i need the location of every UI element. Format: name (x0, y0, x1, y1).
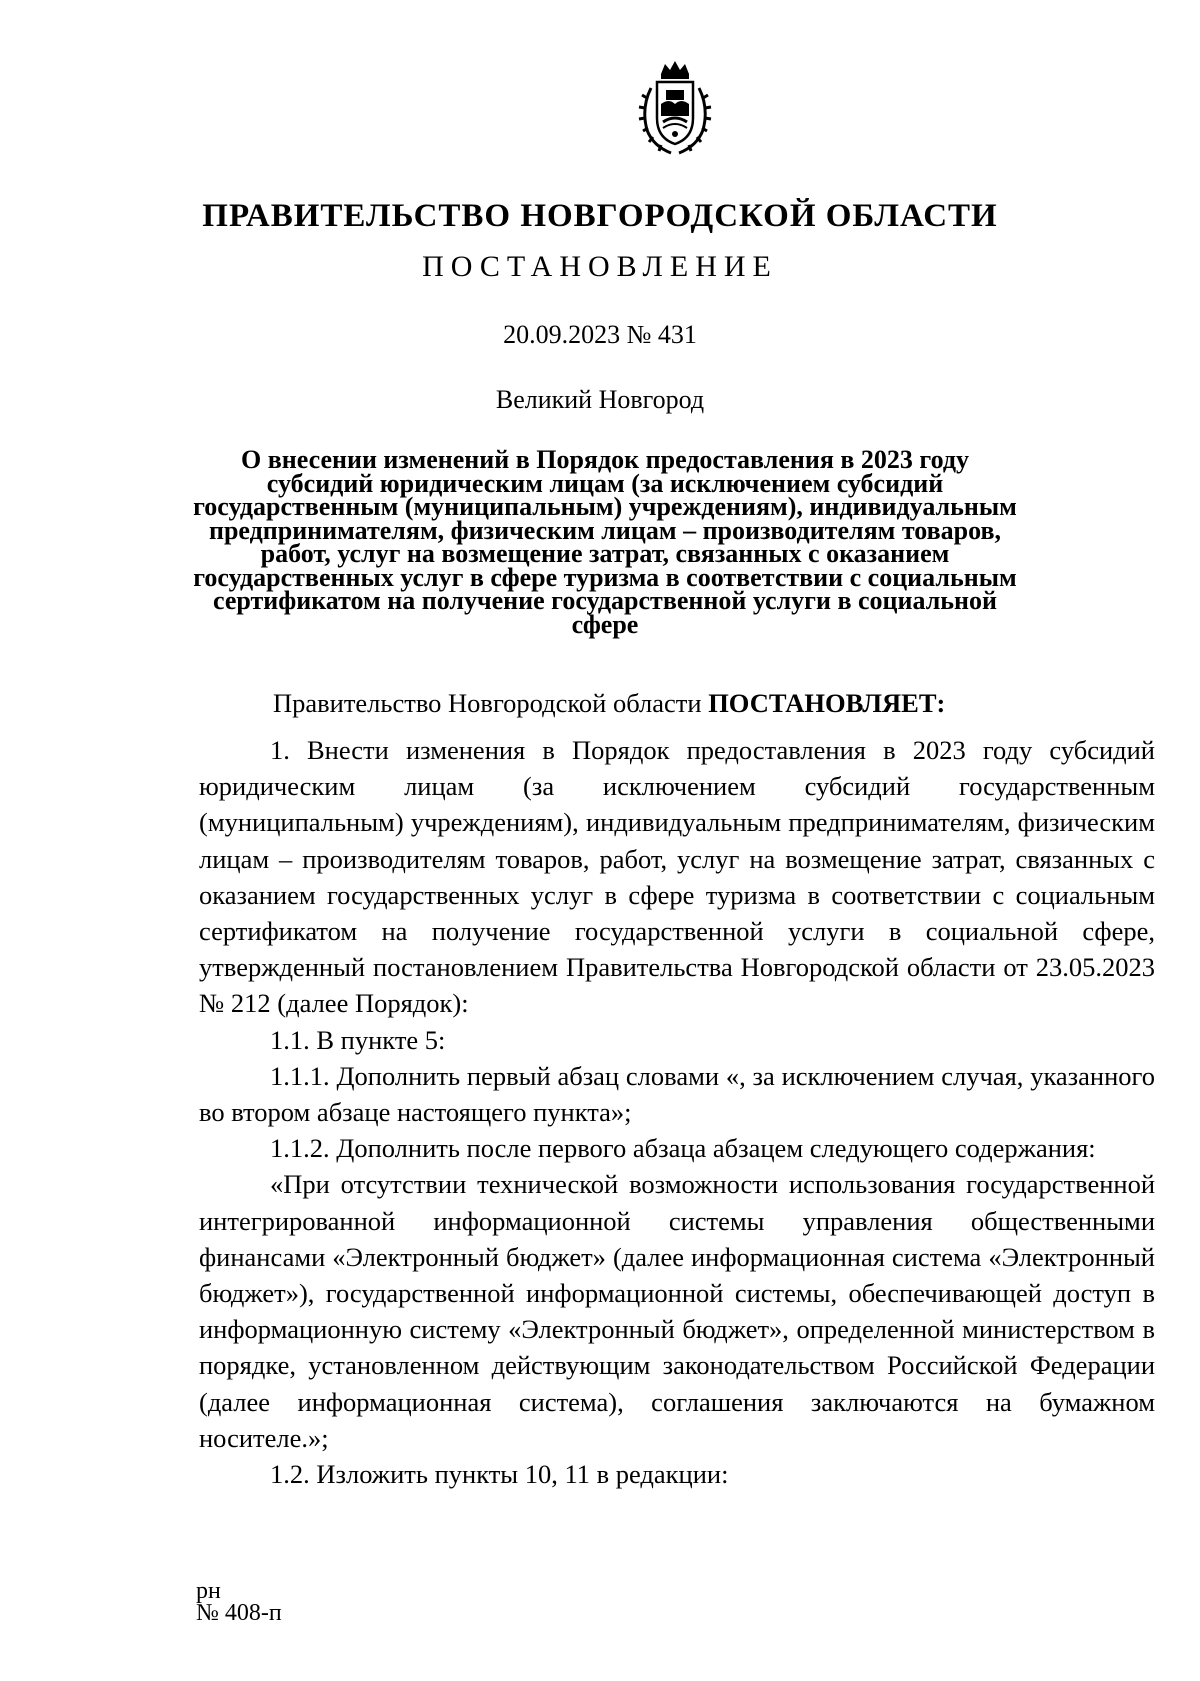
paragraph-1-1: 1.1. В пункте 5: (270, 1024, 446, 1055)
novgorod-coat-of-arms-icon (633, 58, 717, 158)
document-date-number: 20.09.2023 № 431 (503, 320, 697, 349)
document-body (199, 732, 1155, 1492)
paragraph-1: 1. Внести изменения в Порядок предоставления в 2023 году субсидий юридическим лицам (за исключением субсидий государственным (муниципальным) учреждениям), индивидуальным предпринимателям, физическим лицам – производителям товаров, работ, услуг на возмещение затрат, связанных с оказанием государственных услуг в сфере туризма в соответствии с социальным сертификатом на получение государственной услуги в социальной сфере, утвержденный постановлением Правительства Новгородской области от 23.05.2023 № 212 (далее Порядок): (199, 735, 1155, 1019)
paragraph-1-2: 1.2. Изложить пункты 10, 11 в редакции: (270, 1459, 729, 1490)
footer-reg-number: № 408-п (196, 1600, 282, 1626)
decree-verb: ПОСТАНОВЛЯЕТ: (708, 688, 946, 718)
document-city: Великий Новгород (495, 385, 705, 414)
paragraph-1-1-2: 1.1.2. Дополнить после первого абзаца абзацем следующего содержания: (270, 1133, 1096, 1164)
footer-registration (196, 1580, 282, 1624)
government-title: ПРАВИТЕЛЬСТВО НОВГОРОДСКОЙ ОБЛАСТИ (202, 198, 998, 234)
decree-prefix: Правительство Новгородской области (273, 688, 709, 718)
paragraph-quote: «При отсутствии технической возможности использования государственной интегрированной информационной системы управления общественными финансами «Электронный бюджет» (далее информационная система «Электронный бюджет»), государственной информационной системы, обеспечивающей доступ в информационную систему «Электронный бюджет», определенной министерством в порядке, установленном действующим законодательством Российской Федерации (далее информационная система), соглашения заключаются на бумажном носителе.»; (199, 1169, 1155, 1453)
footer-initials: рн (196, 1578, 221, 1604)
document-subject: О внесении изменений в Порядок предоставления в 2023 году субсидий юридическим лицам (за исключением субсидий государственным (муниципальным) учреждениям), индивидуальным предпринимателям, физическим лицам – производителям товаров, работ, услуг на возмещение затрат, связанных с оказанием государственных услуг в сфере туризма в соответствии с социальным сертификатом на получение государственной услуги в социальной сфере (193, 445, 1017, 639)
paragraph-1-1-1: 1.1.1. Дополнить первый абзац словами «, за исключением случая, указанного во втором абзаце настоящего пункта»; (199, 1060, 1155, 1128)
decree-line (273, 688, 945, 719)
document-type: ПОСТАНОВЛЕНИЕ (422, 250, 778, 283)
